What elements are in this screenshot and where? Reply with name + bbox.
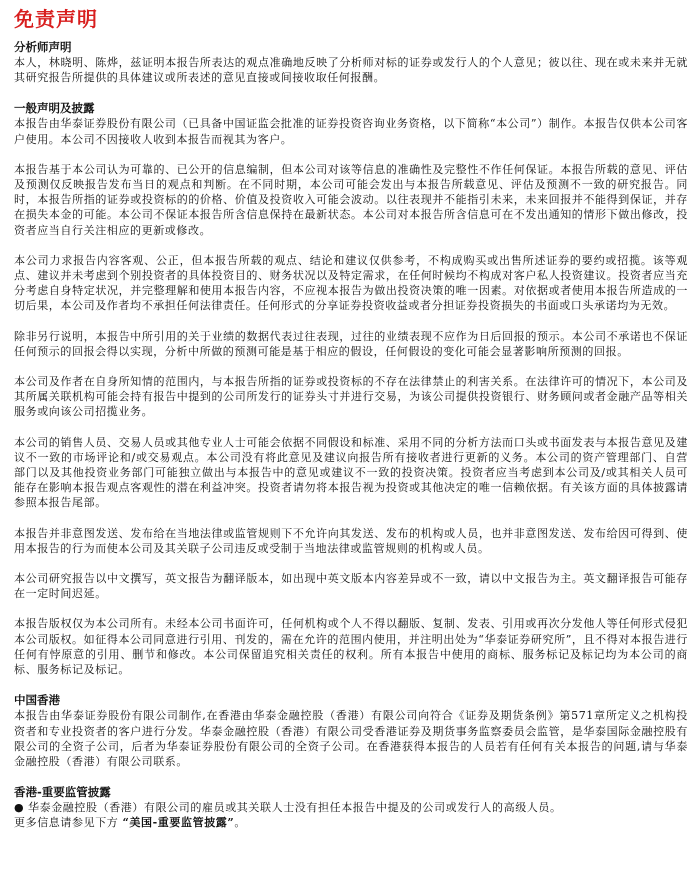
more-info-prefix: 更多信息请参见下方 bbox=[14, 816, 123, 830]
hongkong-heading: 中国香港 bbox=[14, 693, 60, 708]
more-info-reference: “美国-重要监管披露” bbox=[122, 816, 235, 830]
list-item bbox=[14, 800, 688, 815]
general-section bbox=[14, 101, 688, 677]
analyst-section bbox=[14, 40, 688, 85]
hk-regulatory-heading: 香港-重要监管披露 bbox=[14, 785, 111, 800]
general-paragraph: 本报告并非意图发送、发布给在当地法律或监管规则下不允许向其发送、发布的机构或人员，也并非意图发送、发布给因可得到、使用本报告的行为而使本公司及其关联子公司违反或受制于当地法律或监管规则的机构或人员。 bbox=[14, 526, 688, 555]
general-paragraph: 本报告版权仅为本公司所有。未经本公司书面许可，任何机构或个人不得以翻版、复制、发表、引用或再次分发他人等任何形式侵犯本公司版权。如征得本公司同意进行引用、刊发的，需在允许的范围内使用，并注明出处为“华泰证券研究所”，且不得对本报告进行任何有悖原意的引用、删节和修改。本公司保留追究相关责任的权利。所有本报告中使用的商标、服务标记及标记均为本公司的商标、服务标记及标记。 bbox=[14, 617, 688, 677]
analyst-heading: 分析师声明 bbox=[14, 40, 72, 54]
general-paragraph: 本公司力求报告内容客观、公正，但本报告所载的观点、结论和建议仅供参考，不构成购买或出售所述证券的要约或招揽。该等观点、建议并未考虑到个别投资者的具体投资目的、财务状况以及特定需求，在任何时候均不构成对客户私人投资建议。投资者应当充分考虑自身特定状况，并完整理解和使用本报告内容，不应视本报告为做出投资决策的唯一因素。对依据或者使用本报告所造成的一切后果，本公司及作者均不承担任何法律责任。任何形式的分享证券投资收益或者分担证券投资损失的书面或口头承诺均为无效。 bbox=[14, 253, 688, 313]
general-paragraph: 本公司的销售人员、交易人员或其他专业人士可能会依据不同假设和标准、采用不同的分析方法而口头或书面发表与本报告意见及建议不一致的市场评论和/或交易观点。本公司没有将此意见及建议向报告所有接收者进行更新的义务。本公司的资产管理部门、自营部门以及其他投资业务部门可能独立做出与本报告中的意见或建议不一致的投资决策。投资者应当考虑到本公司及/或其相关人员可能存在影响本报告观点客观性的潜在利益冲突。投资者请勿将本报告视为投资或其他决定的唯一信赖依据。有关该方面的具体披露请参照本报告尾部。 bbox=[14, 435, 688, 510]
bullet-text: 华泰金融控股（香港）有限公司的雇员或其关联人士没有担任本报告中提及的公司或发行人的高级人员。 bbox=[28, 801, 562, 815]
general-paragraph: 本公司及作者在自身所知情的范围内，与本报告所指的证券或投资标的不存在法律禁止的利害关系。在法律许可的情况下，本公司及其所属关联机构可能会持有报告中提到的公司所发行的证券头寸并进行交易，为该公司提供投资银行、财务顾问或者金融产品等相关服务或向该公司招揽业务。 bbox=[14, 375, 688, 419]
general-heading: 一般声明及披露 bbox=[14, 101, 95, 116]
general-paragraph: 除非另行说明，本报告中所引用的关于业绩的数据代表过往表现，过往的业绩表现不应作为日后回报的预示。本公司不承诺也不保证任何预示的回报会得以实现，分析中所做的预测可能是基于相应的假设，任何假设的变化可能会显著影响所预测的回报。 bbox=[14, 329, 688, 358]
more-info-suffix: 。 bbox=[234, 816, 246, 830]
general-paragraph: 本报告基于本公司认为可靠的、已公开的信息编制，但本公司对该等信息的准确性及完整性不作任何保证。本报告所载的意见、评估及预测仅反映报告发布当日的观点和判断。在不同时期，本公司可能会发出与本报告所载意见、评估及预测不一致的研究报告。同时，本报告所指的证券或投资标的的价格、价值及投资收入可能会波动。以往表现并不能指引未来，未来回报并不能得到保证，并存在损失本金的可能。本公司不保证本报告所含信息保持在最新状态。本公司对本报告所含信息可在不发出通知的情形下做出修改，投资者应当自行关注相应的更新或修改。 bbox=[14, 162, 688, 237]
hk-regulatory-section bbox=[14, 785, 688, 830]
general-paragraph: 本公司研究报告以中文撰写，英文报告为翻译版本，如出现中英文版本内容差异或不一致，请以中文报告为主。英文翻译报告可能存在一定时间迟延。 bbox=[14, 572, 688, 601]
page-title: 免责声明 bbox=[14, 7, 98, 31]
hongkong-statement: 本报告由华泰证券股份有限公司制作,在香港由华泰金融控股（香港）有限公司向符合《证券及期货条例》第571章所定义之机构投资者和专业投资者的客户进行分发。华泰金融控股（香港）有限公司受香港证券及期货事务监察委员会监管，是华泰国际金融控股有限公司的全资子公司，后者为华泰证券股份有限公司的全资子公司。在香港获得本报告的人员若有任何有关本报告的问题,请与华泰金融控股（香港）有限公司联系。 bbox=[14, 709, 688, 768]
general-paragraph: 本报告由华泰证券股份有限公司（已具备中国证监会批准的证券投资咨询业务资格，以下简称“本公司”）制作。本报告仅供本公司客户使用。本公司不因接收人收到本报告而视其为客户。 bbox=[14, 117, 688, 146]
bullet-icon: ● bbox=[14, 801, 25, 815]
analyst-statement: 本人，林晓明、陈烨，兹证明本报告所表达的观点准确地反映了分析师对标的证券或发行人的个人意见；彼以往、现在或未来并无就其研究报告所提供的具体建议或所表述的意见直接或间接收取任何报酬。 bbox=[14, 56, 688, 85]
hongkong-section bbox=[14, 693, 688, 769]
more-info-line bbox=[14, 815, 688, 830]
